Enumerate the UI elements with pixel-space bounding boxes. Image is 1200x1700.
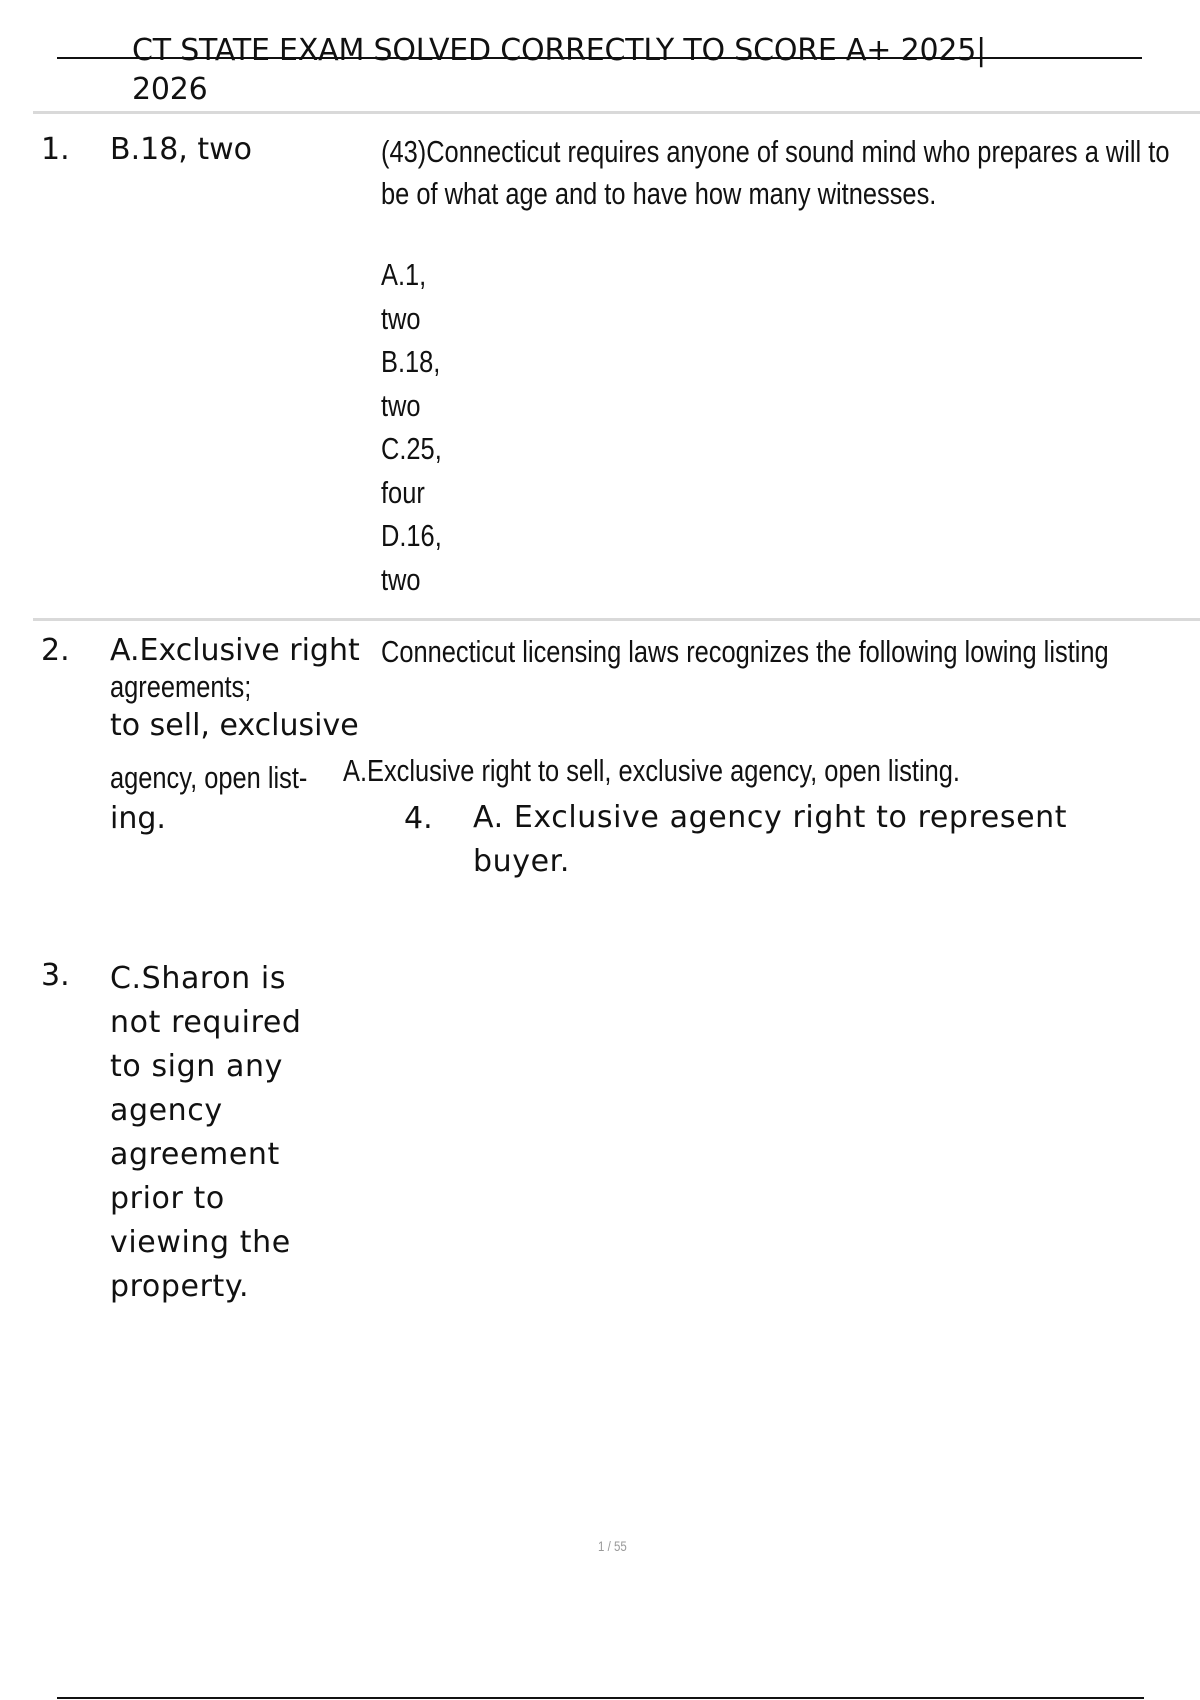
answer-options xyxy=(381,253,442,601)
answer-line: not required xyxy=(110,1005,302,1040)
item-answer: ing. xyxy=(110,801,166,836)
item-number: 4. xyxy=(404,801,433,836)
option-line: A.Exclusive right to sell, exclusive agency, open listing. xyxy=(343,753,960,788)
question-text-line: Connecticut licensing laws recognizes the following lowing listing xyxy=(381,634,1109,669)
item-answer: A.Exclusive right xyxy=(110,633,360,668)
question-text-line: (43)Connecticut requires anyone of sound mind who prepares a will to xyxy=(381,134,1170,169)
option-line: A.1, xyxy=(381,257,427,292)
option-line: two xyxy=(381,300,421,336)
answer-line: viewing the xyxy=(110,1225,291,1260)
question-text-line: be of what age and to have how many witnesses. xyxy=(381,176,937,211)
item-divider xyxy=(33,618,1200,621)
answer-line: prior to xyxy=(110,1181,225,1216)
answer-line: C.Sharon is xyxy=(110,961,287,996)
option-line: two xyxy=(381,561,421,597)
item-number: 2. xyxy=(41,633,70,668)
item-answer: A. Exclusive agency right to represent xyxy=(473,800,1068,835)
footer-rule xyxy=(57,1697,1144,1699)
item-answer: buyer. xyxy=(473,844,570,879)
question-text-line: agreements; xyxy=(110,669,252,704)
item-answer: B.18, two xyxy=(110,132,253,167)
answer-line: property. xyxy=(110,1269,250,1304)
option-line: four xyxy=(381,474,425,510)
option-line: two xyxy=(381,387,421,423)
item-answer: to sell, exclusive xyxy=(110,708,359,743)
item-answer: agency, open list- xyxy=(110,760,308,795)
header-divider xyxy=(33,111,1200,114)
answer-line: to sign any xyxy=(110,1049,283,1084)
option-line: D.16, xyxy=(381,518,442,553)
option-line: C.25, xyxy=(381,431,442,466)
option-line: B.18, xyxy=(381,344,441,379)
document-title-year: 2026 xyxy=(132,72,208,107)
answer-line: agreement xyxy=(110,1137,280,1172)
answer-line: agency xyxy=(110,1093,223,1128)
item-number: 1. xyxy=(41,132,70,167)
document-title: CT STATE EXAM SOLVED CORRECTLY TO SCORE A+ 2025| xyxy=(132,33,987,68)
item-answer xyxy=(110,957,302,1309)
page-number: 1 / 55 xyxy=(598,1538,627,1554)
item-number: 3. xyxy=(41,958,70,993)
